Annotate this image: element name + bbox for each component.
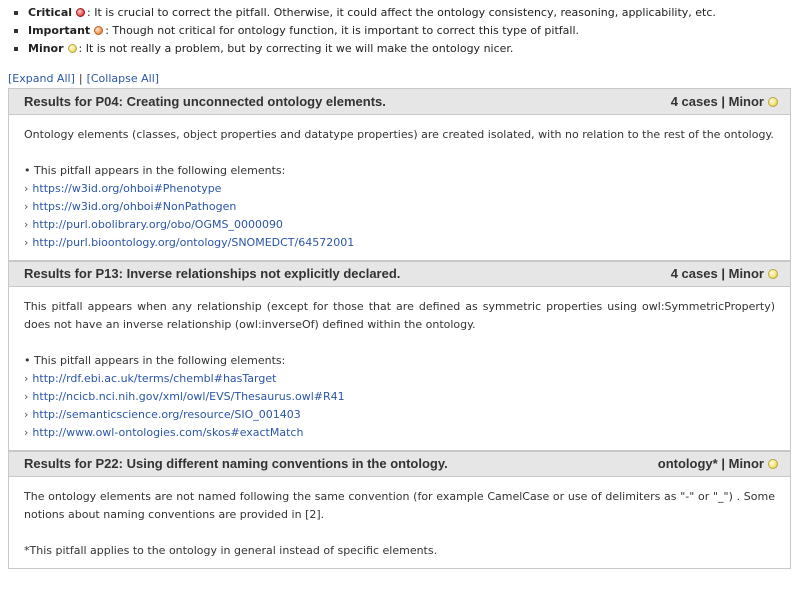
legend-important	[14, 22, 798, 40]
appears-heading: • This pitfall appears in the following elements:	[24, 354, 286, 367]
result-title: Results for P04: Creating unconnected ontology elements.	[24, 93, 386, 109]
element-list	[24, 352, 775, 442]
chevron-right-icon: ›	[24, 408, 29, 421]
result-panel-p04	[8, 88, 791, 261]
result-body-p22	[9, 477, 790, 568]
result-description: Ontology elements (classes, object properties and datatype properties) are created isolated, with no relation to the rest of the ontology.	[24, 128, 774, 141]
legend-minor-text: : It is not really a problem, but by correcting it we will make the ontology nicer.	[78, 42, 514, 55]
result-severity: Minor	[728, 93, 764, 109]
minor-dot-icon	[768, 269, 778, 279]
element-link[interactable]: http://purl.obolibrary.org/obo/OGMS_0000090	[32, 218, 283, 231]
result-title: Results for P22: Using different naming conventions in the ontology.	[24, 456, 448, 471]
list-item	[24, 370, 775, 388]
minor-dot-icon	[768, 97, 778, 107]
result-panel-p22	[8, 451, 791, 569]
element-link[interactable]: http://semanticscience.org/resource/SIO_001403	[32, 408, 301, 421]
minor-dot-icon	[68, 44, 77, 53]
result-summary	[671, 261, 778, 287]
minor-dot-icon	[768, 459, 778, 469]
list-item	[24, 216, 775, 234]
chevron-right-icon: ›	[24, 390, 29, 403]
appears-heading: • This pitfall appears in the following elements:	[24, 164, 286, 177]
result-cases: 4 cases	[670, 93, 718, 109]
legend-critical-label: Critical	[28, 6, 73, 19]
legend-minor	[14, 40, 798, 58]
result-cases: 4 cases	[670, 266, 718, 281]
toggle-separator: |	[78, 72, 83, 85]
chevron-right-icon: ›	[24, 426, 29, 439]
list-item	[24, 180, 775, 198]
result-description: This pitfall appears when any relationship (except for those that are defined as symmetric properties using owl:SymmetricProperty) does not have an inverse relationship (owl:inverseOf) defined within the ontology.	[24, 300, 775, 331]
element-link[interactable]: http://ncicb.nci.nih.gov/xml/owl/EVS/Thesaurus.owl#R41	[32, 390, 345, 403]
result-cases: ontology*	[657, 456, 718, 471]
legend-minor-label: Minor	[28, 42, 64, 55]
result-note: *This pitfall applies to the ontology in general instead of specific elements.	[24, 544, 438, 557]
result-body-p13	[9, 287, 790, 450]
result-title: Results for P13: Inverse relationships not explicitly declared.	[24, 266, 401, 281]
result-body-p04	[9, 115, 790, 260]
important-dot-icon	[94, 26, 103, 35]
pipe-separator: |	[721, 93, 725, 109]
element-link[interactable]: http://purl.bioontology.org/ontology/SNOMEDCT/64572001	[32, 236, 355, 249]
result-summary	[658, 451, 778, 477]
chevron-right-icon: ›	[24, 236, 29, 249]
expand-all-link[interactable]: [Expand All]	[8, 72, 75, 85]
pipe-separator: |	[721, 266, 725, 281]
list-item	[24, 388, 775, 406]
chevron-right-icon: ›	[24, 372, 29, 385]
chevron-right-icon: ›	[24, 218, 29, 231]
result-header-p13[interactable]	[9, 261, 790, 287]
element-list	[24, 162, 775, 252]
result-summary	[671, 89, 778, 115]
pipe-separator: |	[721, 456, 725, 471]
result-panel-p13	[8, 261, 791, 451]
result-header-p04[interactable]	[9, 89, 790, 115]
result-severity: Minor	[728, 266, 764, 281]
element-link[interactable]: https://w3id.org/ohboi#Phenotype	[32, 182, 222, 195]
legend-critical	[14, 4, 798, 22]
result-severity: Minor	[728, 456, 764, 471]
critical-dot-icon	[76, 8, 85, 17]
list-item	[24, 234, 775, 252]
list-item	[24, 424, 775, 442]
legend-critical-text: : It is crucial to correct the pitfall. Otherwise, it could affect the ontology consistency, reasoning, applicability, etc.	[87, 6, 716, 19]
chevron-right-icon: ›	[24, 200, 29, 213]
expand-collapse-controls	[8, 72, 798, 86]
element-link[interactable]: http://rdf.ebi.ac.uk/terms/chembl#hasTarget	[32, 372, 277, 385]
legend-important-label: Important	[28, 24, 91, 37]
element-link[interactable]: http://www.owl-ontologies.com/skos#exactMatch	[32, 426, 304, 439]
element-link[interactable]: https://w3id.org/ohboi#NonPathogen	[32, 200, 237, 213]
result-header-p22[interactable]	[9, 451, 790, 477]
collapse-all-link[interactable]: [Collapse All]	[86, 72, 160, 85]
list-item	[24, 406, 775, 424]
list-item	[24, 198, 775, 216]
chevron-right-icon: ›	[24, 182, 29, 195]
legend-important-text: : Though not critical for ontology function, it is important to correct this type of pitfall.	[105, 24, 580, 37]
result-description: The ontology elements are not named following the same convention (for example CamelCase or use of delimiters as "-" or "_") . Some notions about naming conventions are provided in [2].	[24, 490, 775, 521]
severity-legend	[0, 0, 798, 58]
